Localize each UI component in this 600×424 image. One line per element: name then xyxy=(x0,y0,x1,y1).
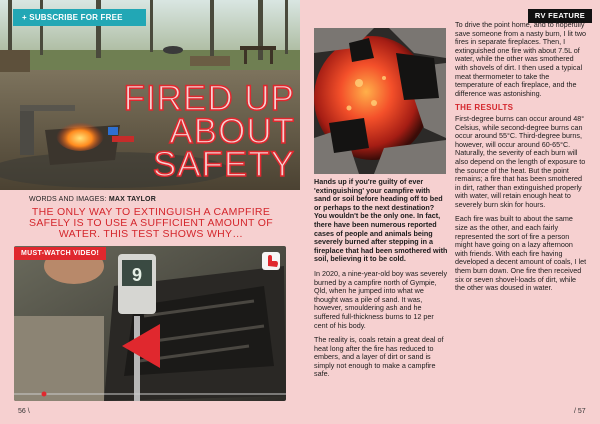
body-paragraph: Each fire was built to about the same size as the other, and each fairly represented the sort of fire a person might have going on a lazy afternoon with friends. With each fire having developed a decent amount of coals, I let them burn down. One fire then received six or seven shovel-loads of dirt, while the other was doused in water. xyxy=(455,214,587,293)
lead-paragraph: Hands up if you're guilty of ever 'extinguishing' your campfire with sand or soil before heading off to bed or perhaps to the next destination? You wouldn't be the only one. In fact, there have been numerous reported cases of people and animals being severely burned after stepping in a fireplace that had been smothered with soil, believing it to be cold. xyxy=(314,177,448,264)
video-progress-handle[interactable] xyxy=(42,392,47,397)
body-column-1 xyxy=(314,178,448,385)
standfirst: THE ONLY WAY TO EXTINGUISH A CAMPFIRE SAFELY IS TO USE A SUFFICIENT AMOUNT OF WATER. THIS TEST SHOWS WHY… xyxy=(29,206,273,240)
byline-prefix: WORDS AND IMAGES: xyxy=(29,196,107,203)
page-number-right: / 57 xyxy=(574,408,586,415)
section-tag: RV FEATURE xyxy=(528,9,592,23)
body-paragraph: First-degree burns can occur around 48° Celsius, while second-degree burns can occur around 55°C. Third-degree burns, however, will occur around 60-65°C. Naturally, the severity of each burn will also depend on the length of exposure to the source of the heat. But the point remains; a fire that has been smothered in dirt, rather than extinguished properly with water, will retain enough heat to severely burn skin for hours. xyxy=(455,113,586,209)
byline-author: MAX TAYLOR xyxy=(108,196,156,203)
page-number-left: 56 \ xyxy=(18,408,30,415)
body-column-2 xyxy=(455,21,587,299)
video-progress-bar[interactable] xyxy=(14,393,286,395)
byline xyxy=(29,196,156,203)
embers-photo xyxy=(314,28,446,174)
thermometer-display: 9 xyxy=(131,265,143,285)
body-paragraph: In 2020, a nine-year-old boy was severely burned by a campfire north of Gympie, Qld, when he jumped into what we thought was a pile of sand. It was, however, smouldering ash and he suffered full-thickness burns to 12 per cent of his body. xyxy=(314,268,448,330)
right-page xyxy=(300,0,600,424)
must-watch-badge: MUST-WATCH VIDEO! xyxy=(14,247,106,260)
video-player[interactable] xyxy=(14,246,286,401)
results-heading: THE RESULTS xyxy=(455,103,514,113)
title-line-3: SAFETY xyxy=(152,145,295,184)
body-paragraph: The reality is, coals retain a great deal of heat long after the fire has reduced to embers, and a layer of dirt or sand is simply not enough to make a campfire safe. xyxy=(314,335,444,379)
subscribe-button[interactable]: + SUBSCRIBE FOR FREE xyxy=(13,9,146,26)
title-line-1: FIRED UP xyxy=(123,79,295,118)
title-line-2: ABOUT xyxy=(169,112,295,151)
body-paragraph: To drive the point home, and to hopefully save someone from a nasty burn, I lit two fires in separate fireplaces. Then, I extinguished one fire with about 7.5L of water, while the other was smothered with shovels of dirt. I then used a typical meat thermometer to take the temperature of each fireplace, and the difference was astonishing. xyxy=(455,20,587,98)
article-title xyxy=(100,79,295,184)
